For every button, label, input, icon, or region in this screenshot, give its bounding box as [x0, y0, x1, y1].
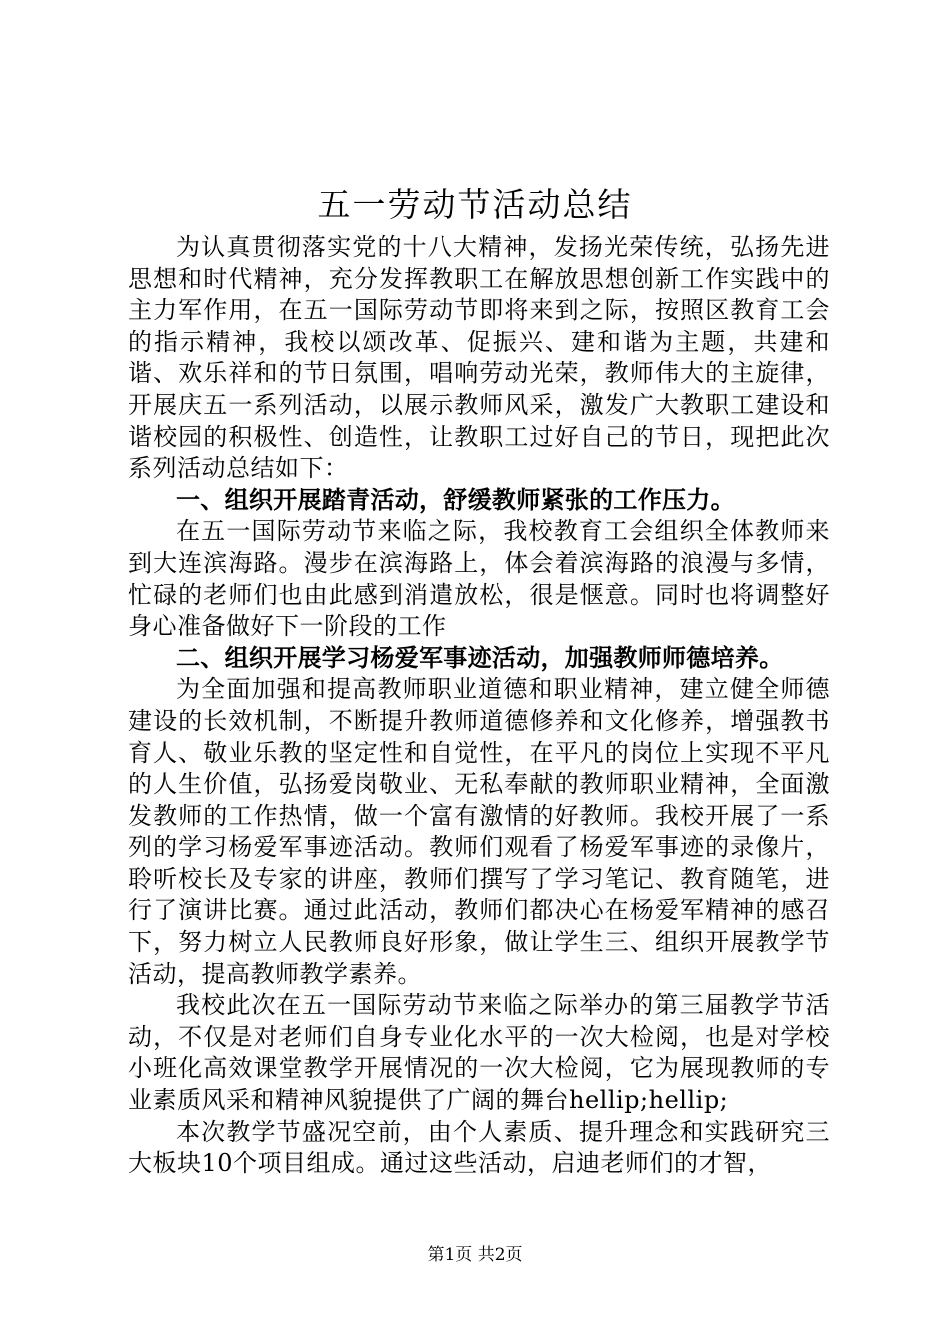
- section-2-paragraph: 为全面加强和提高教师职业道德和职业精神，建立健全师德建设的长效机制，不断提升教师道德修养和文化修养，增强教书育人、敬业乐教的坚定性和自觉性，在平凡的岗位上实现不平凡的人生价值，弘扬爱岗敬业、无私奉献的教师职业精神，全面激发教师的工作热情，做一个富有激情的好教师。我校开展了一系列的学习杨爱军事迹活动。教师们观看了杨爱军事迹的录像片，聆听校长及专家的讲座，教师们撰写了学习笔记、教育随笔，进行了演讲比赛。通过此活动，教师们都决心在杨爱军精神的感召下，努力树立人民教师良好形象，做让学生三、组织开展教学节活动，提高教师教学素养。: [128, 675, 830, 988]
- intro-paragraph: 为认真贯彻落实党的十八大精神，发扬光荣传统，弘扬先进思想和时代精神，充分发挥教职工在解放思想创新工作实践中的主力军作用，在五一国际劳动节即将来到之际，按照区教育工会的指示精神，我校以颂改革、促振兴、建和谐为主题，共建和谐、欢乐祥和的节日氛围，唱响劳动光荣，教师伟大的主旋律，开展庆五一系列活动，以展示教师风采，激发广大教职工建设和谐校园的积极性、创造性，让教职工过好自己的节日，现把此次系列活动总结如下：: [128, 233, 830, 483]
- section-heading-2: 二、组织开展学习杨爱军事迹活动，加强教师师德培养。: [176, 643, 784, 672]
- document-body: [128, 232, 830, 1180]
- section-1-paragraph: 在五一国际劳动节来临之际，我校教育工会组织全体教师来到大连滨海路。漫步在滨海路上，体会着滨海路的浪漫与多情，忙碌的老师们也由此感到消遣放松，很是惬意。同时也将调整好身心准备做好下一阶段的工作: [128, 517, 830, 641]
- page-footer: 第1页 共2页: [427, 1245, 523, 1265]
- section-3-paragraph: 我校此次在五一国际劳动节来临之际举办的第三届教学节活动，不仅是对老师们自身专业化水平的一次大检阅，也是对学校小班化高效课堂教学开展情况的一次大检阅，它为展现教师的专业素质风采和精神风貌提供了广阔的舞台hellip;hellip;: [128, 991, 830, 1115]
- document-title: 五一劳动节活动总结: [317, 185, 633, 224]
- section-3-continued-paragraph: 本次教学节盛况空前，由个人素质、提升理念和实践研究三大板块10个项目组成。通过这些活动，启迪老师们的才智，: [128, 1117, 830, 1178]
- section-heading-1: 一、组织开展踏青活动，舒缓教师紧张的工作压力。: [176, 485, 735, 514]
